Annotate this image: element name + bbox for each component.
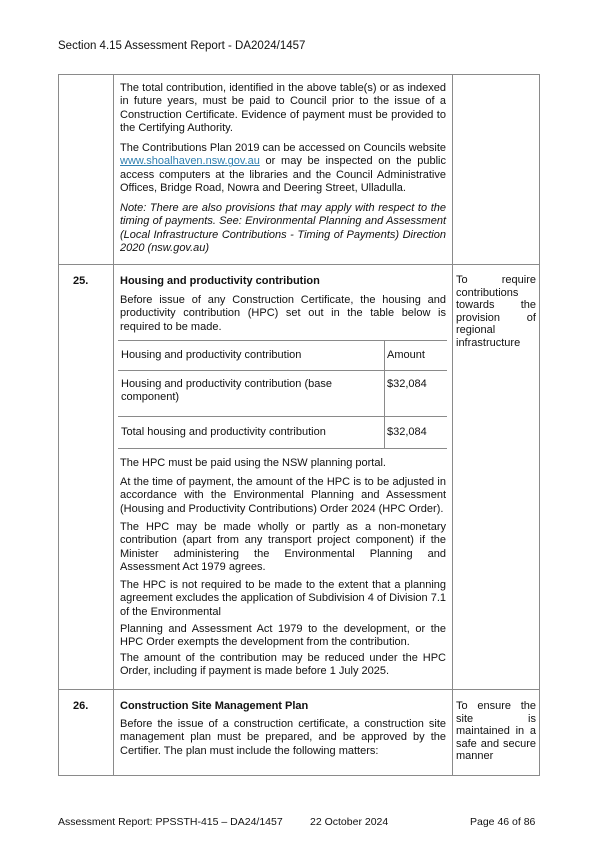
hpc-table-total-item: Total housing and productivity contribution: [121, 426, 326, 438]
hpc-paragraph-5: Planning and Assessment Act 1979 to the development, or the HPC Order exempts the development from the contribution.: [120, 623, 446, 649]
condition-26-heading: Construction Site Management Plan: [120, 700, 309, 712]
condition-26-intro: Before the issue of a construction certificate, a construction site management plan must be prepared, and be approved by the Certifier. The plan must include the following matters:: [120, 718, 446, 757]
hpc-table-top: [118, 340, 447, 341]
hpc-table-row-1: [118, 370, 447, 371]
contributions-plan-paragraph: [120, 142, 446, 196]
timing-note-paragraph: Note: There are also provisions that may apply with respect to the timing of payments. See: Environmental Planning and Assessment (Local Infrastructure Contributions - Timing of Payments) Direction 2020 (nsw.gov.au): [120, 202, 446, 255]
condition-number-25: 25.: [73, 275, 89, 287]
hpc-paragraph-2: At the time of payment, the amount of the HPC is to be adjusted in accordance with the Environmental Planning and Assessment (Housing and Productivity Contributions) Order 2024 (HPC Order).: [120, 476, 446, 515]
contributions-plan-text-cont: or may be inspected on the public access computers at the libraries and the Council Administrative Offices, Bridge Road, Nowra and Deering Street, Ulladulla.: [120, 155, 446, 195]
condition-number-26: 26.: [73, 700, 89, 712]
hpc-paragraph-4: The HPC is not required to be made to the extent that a planning agreement excludes the application of Subdivision 4 of Division 7.1 of the Environmental: [120, 579, 446, 618]
hpc-paragraph-6: The amount of the contribution may be reduced under the HPC Order, including if payment is made before 1 July 2025.: [120, 652, 446, 678]
column-divider-1: [113, 74, 114, 776]
condition-25-heading: Housing and productivity contribution: [120, 275, 320, 287]
condition-26-reason: To ensure the site is maintained in a safe and secure manner: [456, 700, 536, 763]
footer-page-number: Page 46 of 86: [470, 816, 536, 828]
hpc-table-header-item: Housing and productivity contribution: [121, 349, 302, 361]
contribution-payment-paragraph: The total contribution, identified in the above table(s) or as indexed in future years, must be paid to Council prior to the issue of a Construction Certificate. Evidence of payment must be provided to the Certifying Authority.: [120, 82, 446, 135]
hpc-table-col-divider: [384, 340, 385, 448]
contributions-plan-text: The Contributions Plan 2019 can be accessed on Councils website: [120, 142, 446, 154]
shoalhaven-website-link[interactable]: www.shoalhaven.nsw.gov.au: [120, 155, 260, 168]
condition-25-reason: To require contributions towards the provision of regional infrastructure: [456, 274, 536, 349]
hpc-table-row-amount: $32,084: [387, 378, 427, 390]
footer-report-reference: Assessment Report: PPSSTH-415 – DA24/1457: [58, 816, 283, 828]
hpc-table-bottom: [118, 448, 447, 449]
page-header-title: Section 4.15 Assessment Report - DA2024/1457: [58, 40, 306, 52]
condition-25-intro: Before issue of any Construction Certificate, the housing and productivity contribution (HPC) set out in the table below is required to be made.: [120, 294, 446, 333]
column-divider-2: [452, 74, 453, 776]
row-divider-1: [58, 264, 540, 265]
hpc-paragraph-3: The HPC may be made wholly or partly as a non-monetary contribution (apart from any transport project component) if the Minister administering the Environmental Planning and Assessment Act 1979 agrees.: [120, 521, 446, 574]
hpc-paragraph-1: The HPC must be paid using the NSW planning portal.: [120, 457, 386, 469]
hpc-table-total-amount: $32,084: [387, 426, 427, 438]
hpc-table-row-2: [118, 416, 447, 417]
hpc-table-row-item: Housing and productivity contribution (base component): [121, 378, 332, 404]
row-divider-2: [58, 689, 540, 690]
hpc-table-header-amount: Amount: [387, 349, 425, 361]
footer-date: 22 October 2024: [310, 816, 389, 828]
